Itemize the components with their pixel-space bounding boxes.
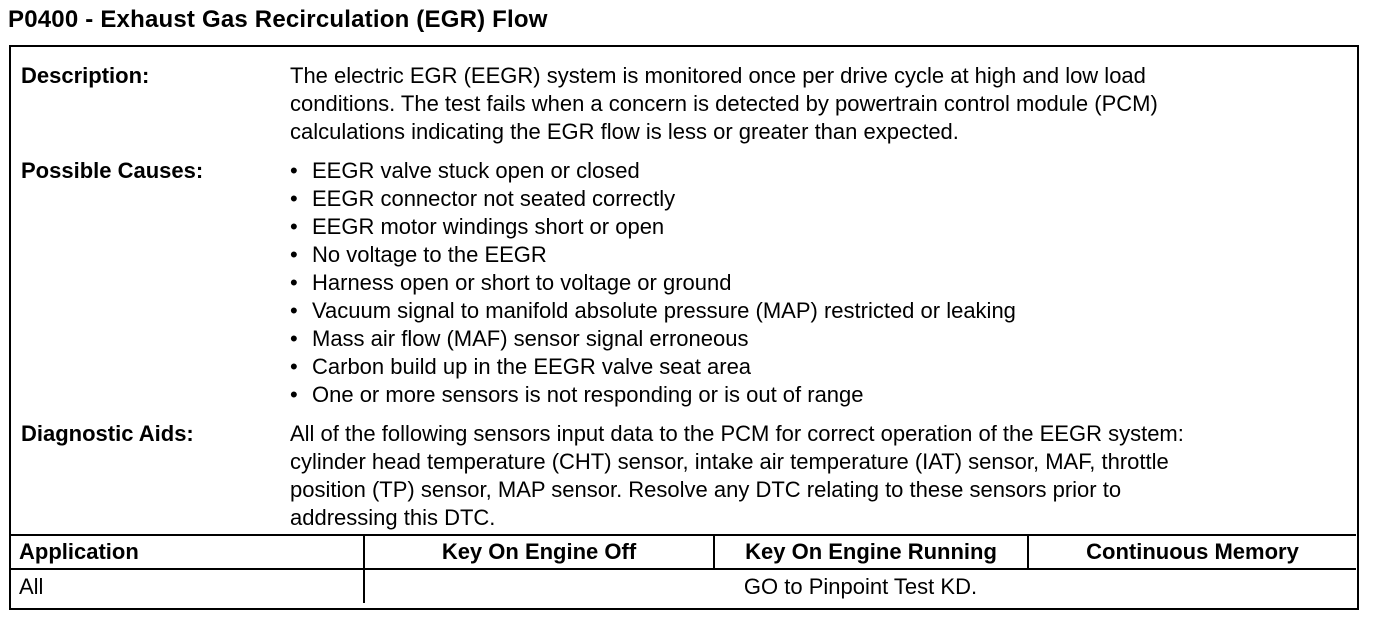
list-item (290, 353, 1350, 381)
description-text (290, 62, 1350, 146)
action-cell: GO to Pinpoint Test KD. (364, 569, 1356, 603)
diagnostic-aids-line: addressing this DTC. (290, 505, 496, 530)
description-line: conditions. The test fails when a concern is detected by powertrain control module (PCM) (290, 91, 1158, 116)
bullet-icon: • (290, 186, 298, 211)
column-header-koeo: Key On Engine Off (364, 535, 714, 569)
possible-causes-label: Possible Causes: (21, 158, 204, 183)
cause-text: Mass air flow (MAF) sensor signal erroneous (312, 326, 749, 351)
dtc-info-box (9, 45, 1359, 610)
list-item (290, 157, 1350, 185)
cause-text: EEGR valve stuck open or closed (312, 158, 640, 183)
application-cell: All (11, 569, 364, 603)
diagnostic-aids-label: Diagnostic Aids: (21, 421, 194, 446)
column-header-application: Application (11, 535, 364, 569)
column-header-continuous-memory: Continuous Memory (1028, 535, 1356, 569)
diagnostic-aids-line: All of the following sensors input data to the PCM for correct operation of the EEGR system: (290, 421, 1184, 446)
bullet-icon: • (290, 298, 298, 323)
bullet-icon: • (290, 158, 298, 183)
list-item (290, 269, 1350, 297)
list-item (290, 381, 1350, 409)
list-item (290, 185, 1350, 213)
bullet-icon: • (290, 242, 298, 267)
list-item (290, 241, 1350, 269)
cause-text: No voltage to the EEGR (312, 242, 547, 267)
cause-text: Carbon build up in the EEGR valve seat area (312, 354, 752, 379)
list-item (290, 297, 1350, 325)
table-row (11, 569, 1356, 603)
description-line: calculations indicating the EGR flow is less or greater than expected. (290, 119, 959, 144)
bullet-icon: • (290, 270, 298, 295)
table-header-row (11, 535, 1356, 569)
bullet-icon: • (290, 354, 298, 379)
possible-causes-list-wrapper (290, 157, 1350, 409)
column-header-koer: Key On Engine Running (714, 535, 1028, 569)
page-title: P0400 - Exhaust Gas Recirculation (EGR) Flow (8, 6, 548, 33)
cause-text: EEGR connector not seated correctly (312, 186, 676, 211)
diagnostic-aids-line: cylinder head temperature (CHT) sensor, intake air temperature (IAT) sensor, MAF, throttle (290, 449, 1169, 474)
list-item (290, 325, 1350, 353)
diagnostic-aids-text (290, 420, 1350, 532)
bullet-icon: • (290, 326, 298, 351)
cause-text: Vacuum signal to manifold absolute pressure (MAP) restricted or leaking (312, 298, 1016, 323)
cause-text: One or more sensors is not responding or is out of range (312, 382, 864, 407)
description-line: The electric EGR (EEGR) system is monitored once per drive cycle at high and low load (290, 63, 1146, 88)
possible-causes-list (290, 157, 1350, 409)
list-item (290, 213, 1350, 241)
cause-text: EEGR motor windings short or open (312, 214, 665, 239)
diagnostic-aids-line: position (TP) sensor, MAP sensor. Resolve any DTC relating to these sensors prior to (290, 477, 1122, 502)
description-label: Description: (21, 63, 150, 88)
cause-text: Harness open or short to voltage or ground (312, 270, 732, 295)
application-table (11, 534, 1356, 603)
bullet-icon: • (290, 214, 298, 239)
bullet-icon: • (290, 382, 298, 407)
